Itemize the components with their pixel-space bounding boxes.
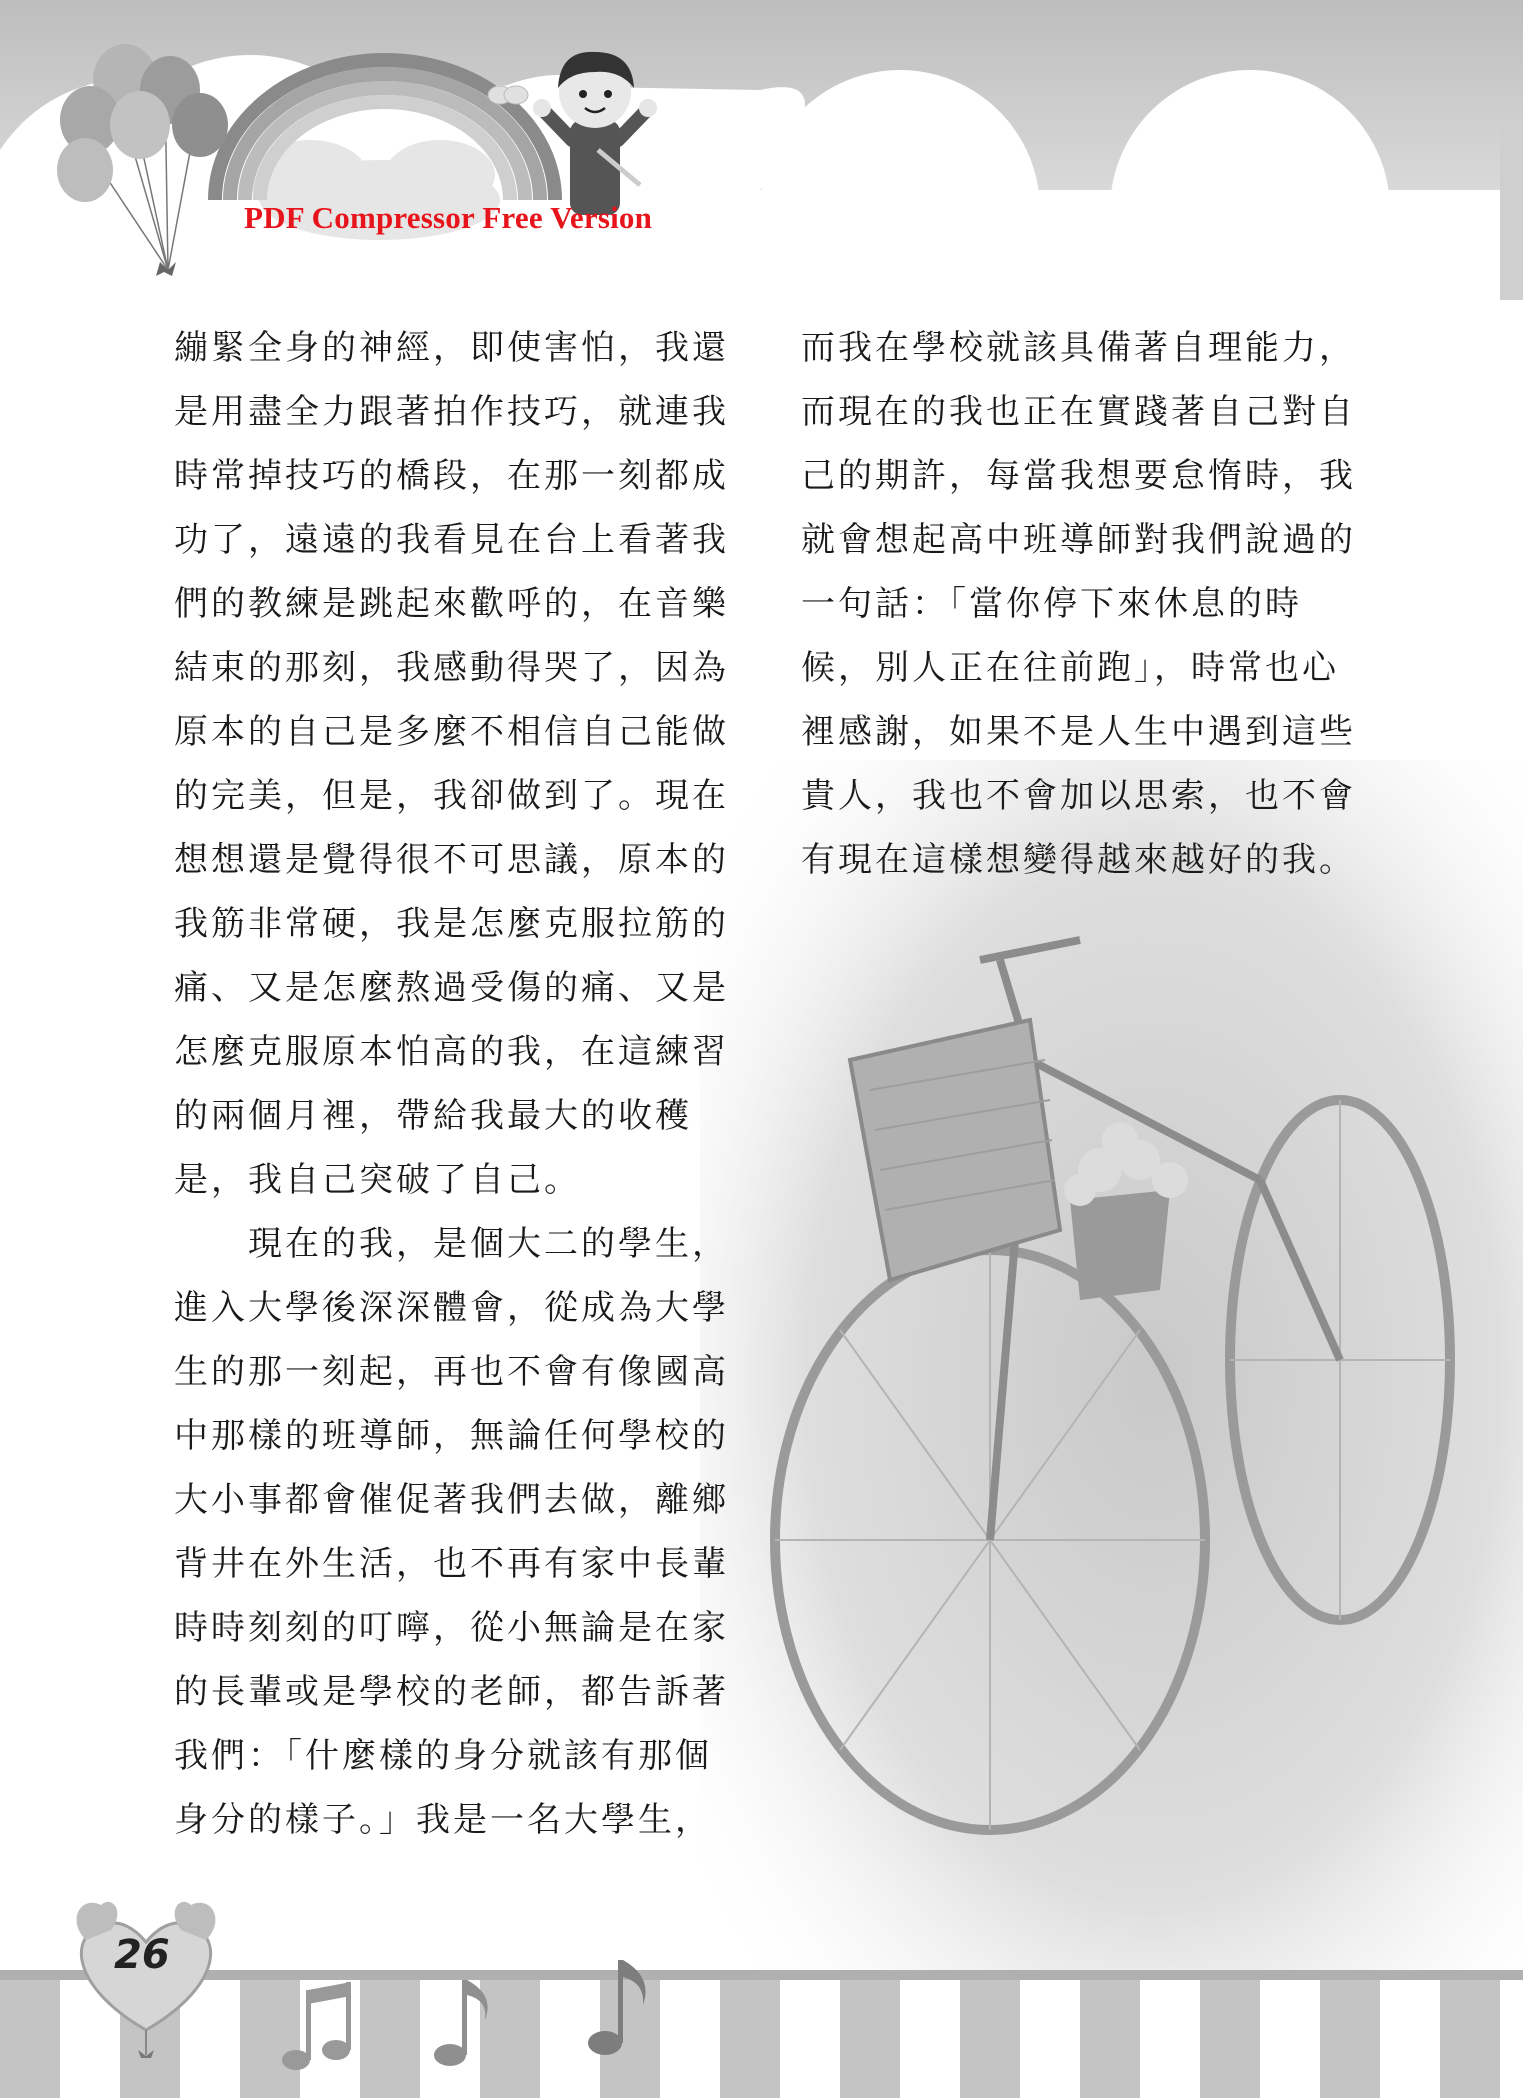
music-note-icon [278,1980,358,2080]
text-line: 時常掉技巧的橋段，在那一刻都成 [174,456,729,496]
text-line: 怎麼克服原本怕高的我，在這練習 [174,1032,729,1072]
text-line: 中那樣的班導師，無論任何學校的 [174,1416,729,1456]
right-text-column [801,316,1361,892]
text-line: 我筋非常硬，我是怎麼克服拉筋的 [174,904,729,944]
butterfly-icon [488,86,528,104]
bicycle-image [700,760,1523,2000]
text-line: 痛、又是怎麼熬過受傷的痛、又是 [174,968,729,1008]
pdf-watermark: PDF Compressor Free Version [244,200,653,235]
text-line: 而我在學校就該具備著自理能力， [801,328,1356,368]
text-line: 想想還是覺得很不可思議，原本的 [174,840,729,880]
text-line: 的長輩或是學校的老師，都告訴著 [174,1672,729,1712]
text-line: 的兩個月裡，帶給我最大的收穫 [174,1096,692,1136]
text-line: 有現在這樣想變得越來越好的我。 [801,840,1356,880]
music-note-icon [585,1955,655,2065]
text-line: 而現在的我也正在實踐著自己對自 [801,392,1356,432]
text-line: 結束的那刻，我感動得哭了，因為 [174,648,729,688]
text-line: 時時刻刻的叮嚀，從小無論是在家 [174,1608,729,1648]
text-line: 的完美，但是，我卻做到了。現在 [174,776,729,816]
text-line: 是用盡全力跟著拍作技巧，就連我 [174,392,729,432]
text-line: 原本的自己是多麼不相信自己能做 [174,712,729,752]
text-line: 就會想起高中班導師對我們說過的 [801,520,1356,560]
page-number: 26 [114,1932,170,1978]
text-line: 一句話：「當你停下來休息的時 [801,584,1302,624]
text-line: 貴人，我也不會加以思索，也不會 [801,776,1356,816]
text-line: 候，別人正在往前跑」，時常也心 [801,648,1339,688]
music-note-icon [430,1975,500,2075]
text-line: 現在的我，是個大二的學生， [174,1224,729,1264]
text-line: 裡感謝，如果不是人生中遇到這些 [801,712,1356,752]
text-line: 背井在外生活，也不再有家中長輩 [174,1544,729,1584]
header-decoration [0,0,1523,300]
text-line: 功了，遠遠的我看見在台上看著我 [174,520,729,560]
text-line: 我們：「什麼樣的身分就該有那個 [174,1736,712,1776]
text-line: 繃緊全身的神經，即使害怕，我還 [174,328,729,368]
text-line: 是，我自己突破了自己。 [174,1160,581,1200]
text-line: 大小事都會催促著我們去做，離鄉 [174,1480,729,1520]
text-line: 身分的樣子。」我是一名大學生， [174,1800,712,1840]
left-text-column [174,316,734,1852]
text-line: 生的那一刻起，再也不會有像國高 [174,1352,729,1392]
text-line: 己的期許，每當我想要怠惰時，我 [801,456,1356,496]
text-line: 進入大學後深深體會，從成為大學 [174,1288,729,1328]
text-line: 們的教練是跳起來歡呼的，在音樂 [174,584,729,624]
